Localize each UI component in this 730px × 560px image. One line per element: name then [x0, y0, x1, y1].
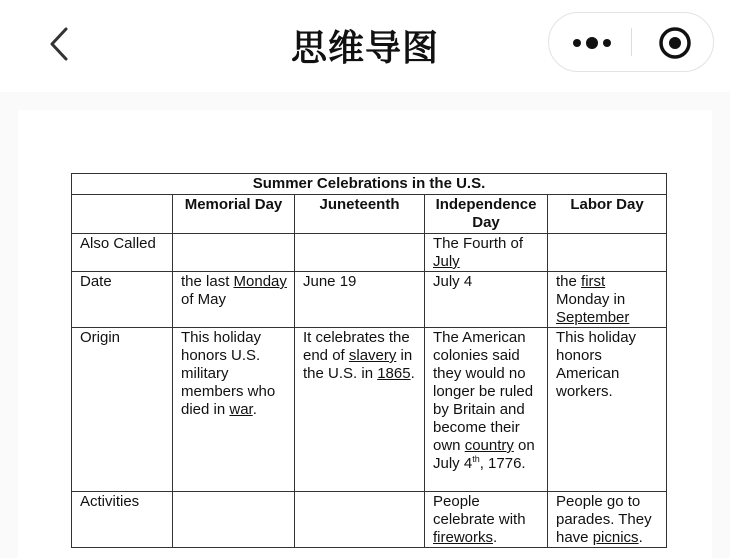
- close-mini-program-button[interactable]: [632, 13, 713, 71]
- table-row: [72, 272, 667, 328]
- celebrations-table: [71, 173, 667, 548]
- table-row: [72, 328, 667, 492]
- more-dots-icon: [549, 13, 632, 71]
- header-independence-day: Independence Day: [425, 195, 548, 234]
- link-july[interactable]: July: [433, 253, 460, 270]
- link-fireworks[interactable]: fireworks: [433, 529, 494, 546]
- table-row: [72, 492, 667, 548]
- cell-juneteenth-activities: [295, 492, 425, 548]
- cell-memorial-also-called: [173, 234, 295, 272]
- cell-juneteenth-date: June 19: [295, 272, 425, 328]
- more-button[interactable]: [549, 13, 632, 71]
- page-title: 思维导图: [290, 28, 439, 69]
- table-caption-row: [72, 174, 667, 195]
- table-header-row: [72, 195, 667, 234]
- table-row: [72, 234, 667, 272]
- ordinal-suffix: th: [472, 454, 480, 464]
- cell-independence-activities: People celebrate with fireworks.: [425, 492, 548, 548]
- row-label-also-called: Also Called: [72, 234, 173, 272]
- mini-program-capsule: [548, 12, 714, 72]
- cell-independence-origin: The American colonies said they would no longer be ruled by Britain and become their own country on July 4th, 1776.: [425, 328, 548, 492]
- link-september[interactable]: September: [556, 309, 630, 326]
- cell-memorial-activities: [173, 492, 295, 548]
- cell-labor-activities: People go to parades. They have picnics.: [548, 492, 667, 548]
- row-label-activities: Activities: [72, 492, 173, 548]
- row-label-origin: Origin: [72, 328, 173, 492]
- navigation-bar: [0, 0, 730, 92]
- table-caption: Summer Celebrations in the U.S.: [72, 174, 667, 195]
- link-country[interactable]: country: [464, 437, 514, 454]
- cell-independence-date: July 4: [425, 272, 548, 328]
- header-memorial-day: Memorial Day: [173, 195, 295, 234]
- header-empty: [72, 195, 173, 234]
- cell-memorial-date: the last Monday of May: [173, 272, 295, 328]
- cell-labor-date: the first Monday in September: [548, 272, 667, 328]
- row-label-date: Date: [72, 272, 173, 328]
- cell-memorial-origin: This holiday honors U.S. military members who died in war.: [173, 328, 295, 492]
- header-juneteenth: Juneteenth: [295, 195, 425, 234]
- cell-independence-also-called: The Fourth of July: [425, 234, 548, 272]
- link-1865[interactable]: 1865: [377, 365, 411, 382]
- link-war[interactable]: war: [229, 401, 253, 418]
- target-icon: [632, 13, 713, 71]
- link-picnics[interactable]: picnics: [592, 529, 639, 546]
- link-slavery[interactable]: slavery: [348, 347, 397, 364]
- cell-juneteenth-also-called: [295, 234, 425, 272]
- cell-juneteenth-origin: It celebrates the end of slavery in the U.S. in 1865.: [295, 328, 425, 492]
- link-monday[interactable]: Monday: [233, 273, 287, 290]
- link-first[interactable]: first: [581, 273, 606, 290]
- cell-labor-origin: This holiday honors American workers.: [548, 328, 667, 492]
- cell-labor-also-called: [548, 234, 667, 272]
- header-labor-day: Labor Day: [548, 195, 667, 234]
